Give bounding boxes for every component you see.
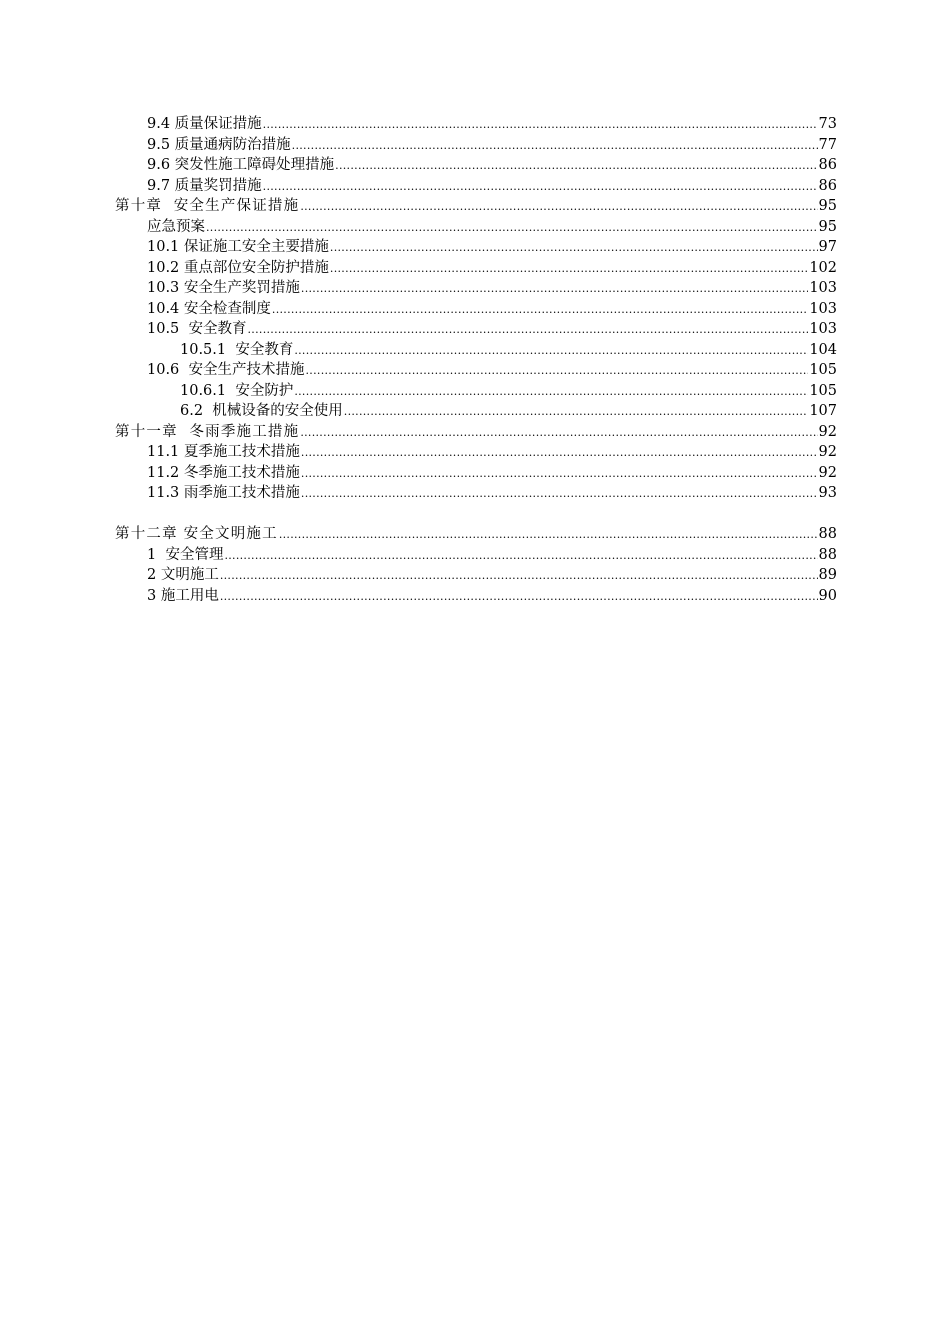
toc-dot-leader	[272, 300, 808, 321]
toc-entry-page-number: 95	[818, 198, 837, 214]
toc-entry-title: 9.4 质量保证措施	[147, 116, 262, 132]
toc-dot-leader	[294, 382, 808, 403]
toc-dot-leader	[263, 115, 818, 136]
toc-entry-page-number: 86	[818, 177, 837, 194]
toc-entry[interactable]	[115, 545, 837, 566]
toc-dot-leader	[301, 484, 818, 505]
toc-entry[interactable]	[115, 176, 837, 197]
toc-entry[interactable]	[115, 114, 837, 135]
toc-entry[interactable]	[115, 196, 837, 217]
toc-entry-title: 第十二章 安全文明施工	[115, 526, 278, 542]
toc-entry-page-number: 103	[809, 300, 837, 317]
toc-entry[interactable]	[115, 278, 837, 299]
toc-entry-title: 10.4 安全检查制度	[147, 300, 271, 317]
toc-dot-leader	[294, 341, 808, 362]
toc-entry[interactable]	[115, 340, 837, 361]
toc-entry-title: 6.2 机械设备的安全使用	[180, 403, 343, 419]
toc-dot-leader	[263, 177, 818, 198]
toc-entry-page-number: 104	[809, 341, 837, 358]
toc-dot-leader	[335, 156, 817, 177]
toc-entry-title: 9.5 质量通病防治措施	[147, 136, 291, 153]
toc-entry[interactable]	[115, 319, 837, 340]
toc-entry[interactable]	[115, 217, 837, 238]
toc-dot-leader	[301, 279, 808, 300]
toc-dot-leader	[220, 587, 818, 608]
toc-entry[interactable]	[115, 463, 837, 484]
toc-dot-leader	[292, 136, 818, 157]
toc-entry[interactable]	[115, 565, 837, 586]
toc-entry-title: 11.2 冬季施工技术措施	[147, 464, 300, 481]
toc-entry-title: 10.3 安全生产奖罚措施	[147, 280, 300, 296]
toc-entry-page-number: 88	[818, 526, 837, 542]
toc-dot-leader	[248, 320, 809, 341]
toc-entry-title: 10.6.1 安全防护	[180, 382, 294, 399]
toc-dot-leader	[301, 443, 818, 464]
toc-entry[interactable]	[115, 258, 837, 279]
toc-entry[interactable]	[115, 524, 837, 545]
toc-dot-leader	[330, 259, 808, 280]
toc-entry[interactable]	[115, 299, 837, 320]
toc-entry-title: 10.5.1 安全教育	[180, 341, 294, 358]
toc-entry-page-number: 103	[809, 280, 837, 296]
toc-entry[interactable]	[115, 155, 837, 176]
toc-entry[interactable]	[115, 586, 837, 607]
toc-entry[interactable]	[115, 135, 837, 156]
toc-dot-leader	[344, 402, 809, 423]
toc-entry[interactable]	[115, 360, 837, 381]
toc-entry-page-number: 73	[818, 116, 837, 132]
toc-entry-page-number: 88	[818, 546, 837, 563]
toc-entry[interactable]	[115, 237, 837, 258]
toc-entry-title: 9.7 质量奖罚措施	[147, 177, 262, 194]
toc-dot-leader	[306, 361, 809, 382]
toc-entry-page-number: 103	[809, 321, 837, 337]
toc-entry-title: 第十章 安全生产保证措施	[115, 198, 300, 214]
toc-entry-page-number: 92	[818, 423, 837, 440]
toc-entry-title: 10.5 安全教育	[147, 321, 247, 337]
toc-entry-title: 1 安全管理	[147, 546, 224, 563]
toc-entry-page-number: 102	[809, 259, 837, 276]
toc-entry-page-number: 97	[818, 239, 837, 255]
toc-entry-title: 应急预案	[147, 218, 205, 235]
toc-entry[interactable]	[115, 442, 837, 463]
toc-entry-title: 10.6 安全生产技术措施	[147, 362, 305, 378]
toc-entry[interactable]	[115, 381, 837, 402]
toc-entry-title: 9.6 突发性施工障碍处理措施	[147, 157, 335, 173]
toc-entry-title: 10.1 保证施工安全主要措施	[147, 239, 329, 255]
toc-entry-title: 10.2 重点部位安全防护措施	[147, 259, 329, 276]
toc-dot-leader	[330, 238, 818, 259]
toc-entry-title: 3 施工用电	[147, 587, 219, 604]
toc-entry-page-number: 95	[818, 218, 837, 235]
toc-entry-title: 2 文明施工	[147, 567, 219, 583]
toc-entry-title: 第十一章 冬雨季施工措施	[115, 423, 300, 440]
toc-entry-title: 11.1 夏季施工技术措施	[147, 444, 300, 460]
toc-entry[interactable]	[115, 401, 837, 422]
toc-dot-leader	[300, 197, 817, 218]
toc-dot-leader	[301, 464, 818, 485]
toc-entry[interactable]	[115, 483, 837, 504]
toc-entry-page-number: 92	[818, 464, 837, 481]
toc-entry-page-number: 93	[818, 485, 837, 501]
toc-dot-leader	[220, 566, 818, 587]
toc-dot-leader	[300, 423, 817, 444]
toc-entry-page-number: 107	[809, 403, 837, 419]
toc-entry-title: 11.3 雨季施工技术措施	[147, 485, 300, 501]
toc-entry[interactable]	[115, 422, 837, 443]
toc-dot-leader	[279, 525, 818, 546]
toc-entry-page-number: 105	[809, 362, 837, 378]
toc-dot-leader	[224, 546, 817, 567]
toc-entry-page-number: 105	[809, 382, 837, 399]
toc-dot-leader	[206, 218, 818, 239]
table-of-contents	[115, 114, 837, 606]
toc-entry-page-number: 89	[818, 567, 837, 583]
toc-entry-page-number: 90	[818, 587, 837, 604]
toc-entry-page-number: 92	[818, 444, 837, 460]
toc-entry-page-number: 77	[818, 136, 837, 153]
toc-entry-page-number: 86	[818, 157, 837, 173]
